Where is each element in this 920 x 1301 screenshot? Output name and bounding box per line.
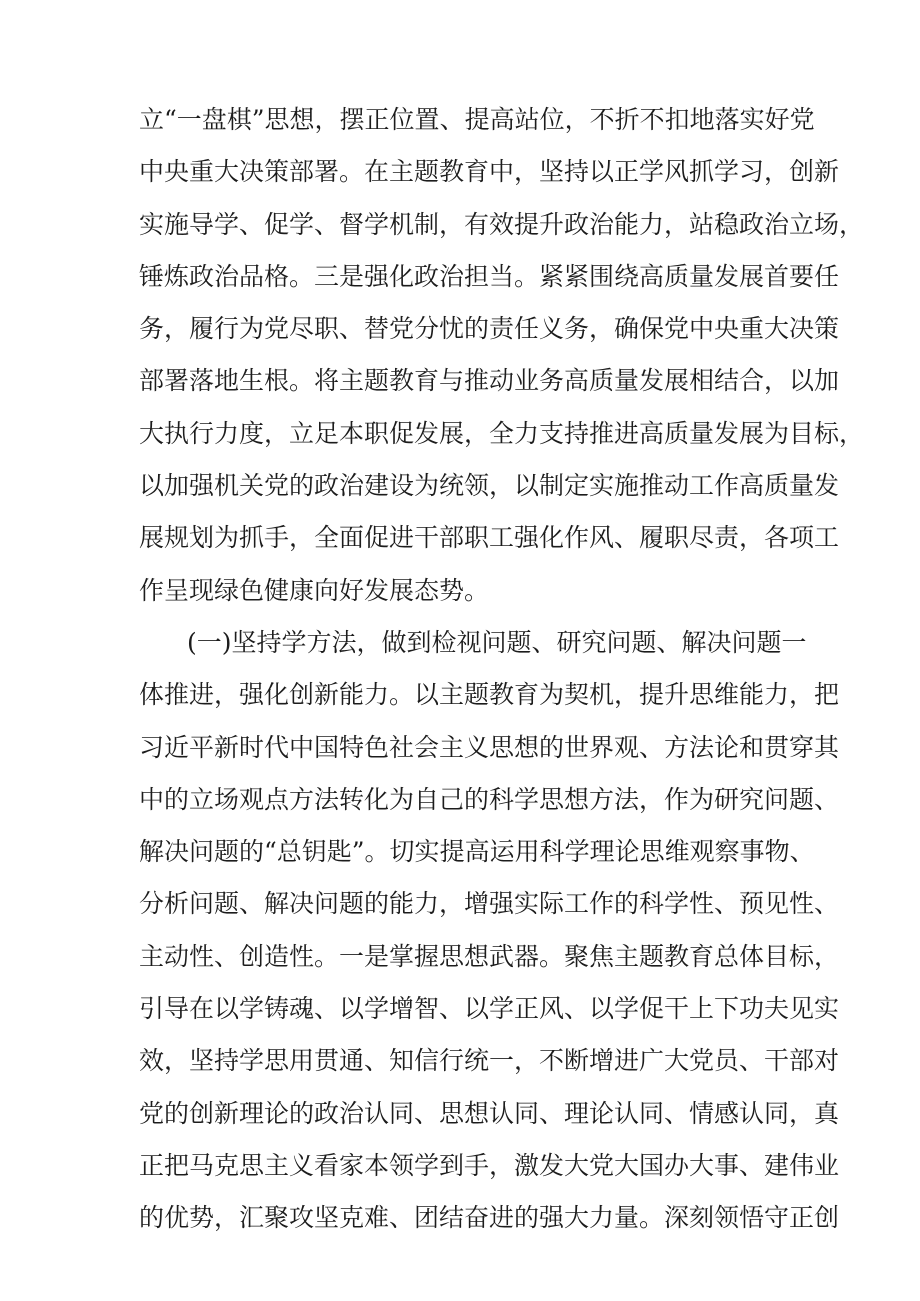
section-heading-line: (一)坚持学方法，做到检视问题、研究问题、解决问题一 [187,627,807,657]
text-line-16: 分析问题、解决问题的能力，增强实际工作的科学性、预见性、 [139,889,840,919]
text-line-14: 中的立场观点方法转化为自己的科学思想方法，作为研究问题、 [139,784,840,814]
text-line-17: 主动性、创造性。一是掌握思想武器。聚焦主题教育总体目标， [139,941,840,971]
text-line-8: 以加强机关党的政治建设为统领，以制定实施推动工作高质量发 [139,471,840,501]
text-line-13: 习近平新时代中国特色社会主义思想的世界观、方法论和贯穿其 [139,732,840,762]
text-line-3: 实施导学、促学、督学机制，有效提升政治能力，站稳政治立场， [139,209,865,239]
text-line-21: 正把马克思主义看家本领学到手，激发大党大国办大事、建伟业 [139,1150,840,1180]
text-line-5: 务，履行为党尽职、替党分忧的责任义务，确保党中央重大决策 [139,314,840,344]
text-line-6: 部署落地生根。将主题教育与推动业务高质量发展相结合，以加 [139,366,840,396]
text-line-10: 作呈现绿色健康向好发展态势。 [139,575,490,605]
text-line-22: 的优势，汇聚攻坚克难、团结奋进的强大力量。深刻领悟守正创 [139,1203,840,1233]
text-line-12: 体推进，强化创新能力。以主题教育为契机，提升思维能力，把 [139,680,840,710]
text-line-7: 大执行力度，立足本职促发展，全力支持推进高质量发展为目标， [139,418,865,448]
text-line-19: 效，坚持学思用贯通、知信行统一，不断增进广大党员、干部对 [139,1046,840,1076]
text-line-4: 锤炼政治品格。三是强化政治担当。紧紧围绕高质量发展首要任 [139,261,840,291]
text-line-1: 立“一盘棋”思想，摆正位置、提高站位，不折不扣地落实好党 [139,105,815,134]
text-line-2: 中央重大决策部署。在主题教育中，坚持以正学风抓学习，创新 [139,157,840,187]
text-line-20: 党的创新理论的政治认同、思想认同、理论认同、情感认同，真 [139,1098,840,1128]
text-line-18: 引导在以学铸魂、以学增智、以学正风、以学促干上下功夫见实 [139,994,840,1024]
body-text [139,94,865,1245]
text-line-15: 解决问题的“总钥匙”。切实提高运用科学理论思维观察事物、 [139,837,815,867]
text-line-9: 展规划为抓手，全面促进干部职工强化作风、履职尽责，各项工 [139,523,840,553]
